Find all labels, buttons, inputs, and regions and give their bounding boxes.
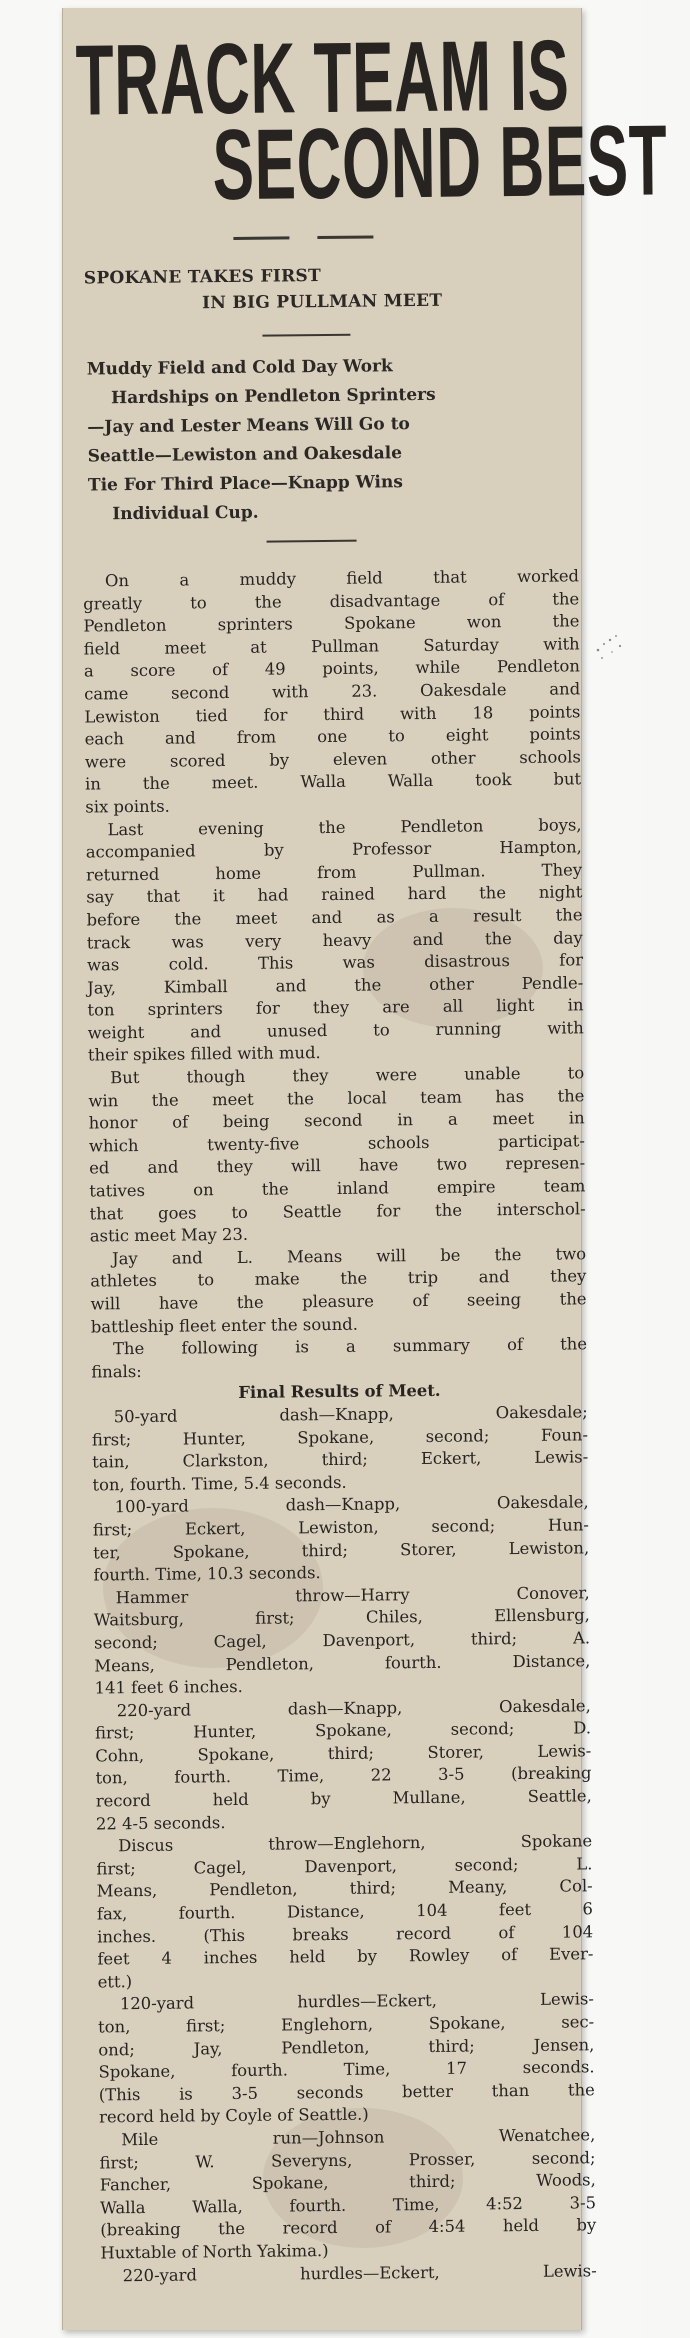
article-line: will have the pleasure of seeing the — [90, 1289, 587, 1314]
headline-line-1: TRACK TEAM IS — [75, 19, 571, 137]
clipping-content — [63, 5, 668, 2332]
pencil-specks — [590, 620, 630, 670]
article-line: that goes to Seattle for the interschol- — [89, 1198, 586, 1224]
deck-line: —Jay and Lester Means Will Go to — [87, 414, 410, 438]
article-line: came second with 23. Oakesdale and — [84, 679, 581, 704]
headline-rule-right — [317, 235, 373, 239]
article-line: athletes to make the trip and they — [90, 1266, 587, 1291]
article-line: returned home from Pullman. They — [85, 860, 583, 885]
article-line: Mile run—Johnson Wenatchee, — [121, 2125, 596, 2150]
article-line: fax, fourth. Distance, 104 feet 6 — [96, 1899, 594, 1924]
article-line: 220-yard dash—Knapp, Oakesdale, — [116, 1695, 591, 1720]
deck-line: Muddy Field and Cold Day Work — [86, 356, 393, 380]
subhead-line-2: IN BIG PULLMAN MEET — [201, 290, 443, 314]
article-line: in the meet. Walla Walla took but — [85, 769, 582, 794]
article-line: On a muddy field that worked — [104, 566, 580, 591]
newspaper-clipping — [62, 8, 668, 2330]
article-line: 120-yard hurdles—Eckert, Lewis- — [119, 1989, 594, 2014]
article-line: first; Hunter, Spokane, second; Foun- — [91, 1424, 589, 1450]
article-line: accompanied by Professor Hampton, — [85, 837, 582, 862]
article-line: record held by Coyle of Seattle.) — [98, 2105, 369, 2127]
article-line: 22 4-5 seconds. — [95, 1812, 226, 1834]
article-line: first; Hunter, Spokane, second; D. — [94, 1718, 592, 1743]
article-line: feet 4 inches held by Rowley of Ever- — [97, 1944, 594, 1969]
article-line: Pendleton sprinters Spokane won the — [83, 611, 580, 636]
article-line: Jay and L. Means will be the two — [111, 1244, 587, 1269]
article-line: 141 feet 6 inches. — [94, 1677, 243, 1698]
deck-line: Tie For Third Place—Knapp Wins — [87, 472, 403, 496]
article-line: a score of 49 points, while Pendleton — [83, 656, 581, 681]
article-line: ton, first; Englehorn, Spokane, sec- — [98, 2012, 595, 2037]
article-line: (breaking the record of 4:54 held by — [100, 2215, 597, 2240]
article-line: Fancher, Spokane, third; Woods, — [99, 2170, 596, 2195]
article-line: were scored by eleven other schools — [84, 747, 581, 772]
article-line: ton, fourth. Time, 22 3-5 (breaking — [95, 1763, 592, 1788]
article-body — [83, 565, 597, 2287]
article-line: tatives on the inland empire team — [89, 1176, 586, 1201]
article-line: inches. (This breaks record of 104 — [97, 1921, 594, 1947]
article-line: ett.) — [97, 1971, 133, 1992]
article-line: before the meet and as a result the — [86, 905, 583, 930]
article-line: record held by Mullane, Seattle, — [95, 1786, 592, 1811]
article-line: weight and unused to running with — [87, 1018, 584, 1043]
article-line: each and from one to eight points — [84, 724, 581, 749]
headline-rule-left — [233, 236, 289, 240]
article-line: Means, Pendleton, third; Meany, Col- — [96, 1876, 593, 1901]
article-line: astic meet May 23. — [89, 1225, 249, 1246]
article-line: finals: — [91, 1361, 142, 1382]
article-line: second; Cagel, Davenport, third; A. — [94, 1628, 591, 1653]
article-line: tain, Clarkston, third; Eckert, Lewis- — [92, 1447, 589, 1472]
deck-rule — [267, 540, 357, 543]
article-line: But though they were unable to — [110, 1063, 585, 1088]
article-line: 50-yard dash—Knapp, Oakesdale; — [113, 1402, 588, 1427]
article-line: Cohn, Spokane, third; Storer, Lewis- — [95, 1741, 592, 1766]
article-line: their spikes filled with mud. — [87, 1043, 321, 1065]
article-line: ond; Jay, Pendleton, third; Jensen, — [98, 2034, 595, 2060]
article-line: ed and they will have two represen- — [89, 1153, 586, 1178]
deck-line: Seattle—Lewiston and Oakesdale — [87, 443, 403, 467]
deck-paragraph — [87, 351, 559, 530]
article-line: Waitsburg, first; Chiles, Ellensburg, — [93, 1605, 590, 1630]
article-line: Lewiston tied for third with 18 points — [84, 701, 581, 727]
article-line: Walla Walla, fourth. Time, 4:52 3-5 — [99, 2193, 597, 2218]
article-line: Means, Pendleton, fourth. Distance, — [94, 1650, 591, 1675]
article-line: field meet at Pullman Saturday with — [83, 634, 580, 659]
article-line: 220-yard hurdles—Eckert, Lewis- — [122, 2260, 597, 2285]
article-line: honor of being second in a meet in — [88, 1108, 585, 1133]
results-heading: Final Results of Meet. — [238, 1381, 441, 1403]
headline-line-2: SECOND BEST — [212, 104, 668, 222]
article-line: first; W. Severyns, Prosser, second; — [99, 2147, 596, 2173]
subhead-line-1: SPOKANE TAKES FIRST — [83, 266, 322, 289]
article-line: Discus throw—Englehorn, Spokane — [118, 1831, 593, 1856]
article-line: say that it had rained hard the night — [86, 882, 583, 907]
deck-line: Hardships on Pendleton Sprinters — [110, 384, 436, 409]
article-line: Hammer throw—Harry Conover, — [115, 1583, 590, 1607]
article-line: (This is 3-5 seconds better than the — [98, 2080, 595, 2105]
article-line: ton sprinters for they are all light in — [87, 995, 584, 1020]
article-line: track was very heavy and the day — [86, 927, 583, 953]
article-line: Spokane, fourth. Time, 17 seconds. — [98, 2057, 595, 2082]
article-line: The following is a summary of the — [112, 1334, 588, 1359]
article-line: was cold. This was disastrous for — [86, 950, 584, 975]
article-line: first; Cagel, Davenport, second; L. — [96, 1854, 593, 1879]
article-line: win the meet the local team has the — [88, 1085, 585, 1111]
deck-line: Individual Cup. — [112, 502, 259, 525]
article-line: ter, Spokane, third; Storer, Lewiston, — [93, 1537, 590, 1563]
article-line: greatly to the disadvantage of the — [83, 588, 580, 614]
article-line: fourth. Time, 10.3 seconds. — [93, 1563, 321, 1585]
article-line: Jay, Kimball and the other Pendle- — [87, 973, 584, 998]
subhead-rule — [262, 334, 350, 337]
article-line: Last evening the Pendleton boys, — [107, 814, 582, 839]
article-line: Huxtable of North Yakima.) — [100, 2240, 329, 2263]
article-line: first; Eckert, Lewiston, second; Hun- — [92, 1515, 589, 1540]
article-line: ton, fourth. Time, 5.4 seconds. — [92, 1472, 347, 1495]
article-line: battleship fleet enter the sound. — [90, 1314, 359, 1337]
article-line: six points. — [85, 796, 170, 817]
article-line: which twenty-five schools participat- — [88, 1131, 585, 1156]
article-line: 100-yard dash—Knapp, Oakesdale, — [114, 1492, 589, 1517]
